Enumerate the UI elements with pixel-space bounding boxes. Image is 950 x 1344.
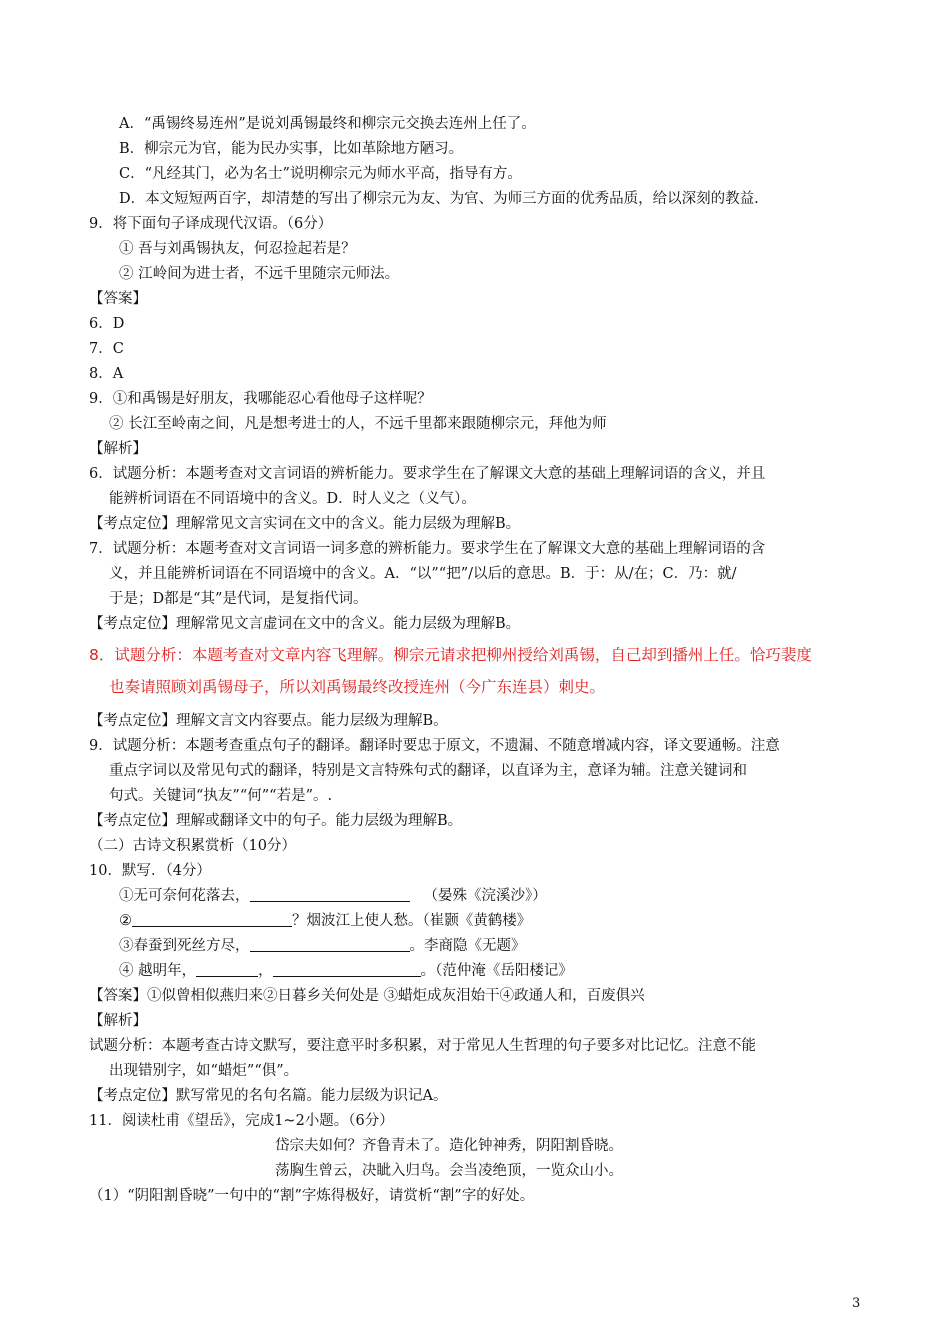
kaodian-9: 【考点定位】理解或翻译文中的句子。能力层级为理解B。 <box>89 813 463 829</box>
q10-line-1 <box>119 886 547 906</box>
q10-line-4 <box>119 961 573 981</box>
answer-label: 【答案】 <box>89 291 147 307</box>
q10-line-1-pre: ①无可奈何花落去， <box>119 888 250 904</box>
q10-analysis-line-1: 试题分析：本题考查古诗文默写，要注意平时多积累，对于常见人生哲理的句子要多对比记忆。注意不能 <box>89 1038 756 1054</box>
poem-line-2: 荡胸生曾云，决眦入归鸟。会当凌绝顶，一览众山小。 <box>275 1163 623 1179</box>
q10-line-2 <box>119 911 531 931</box>
q10-line-2-pre: ② <box>119 913 132 929</box>
q10-answer: 【答案】①似曾相似燕归来②日暮乡关何处是 ③蜡炬成灰泪始干④政通人和，百废俱兴 <box>89 988 645 1004</box>
kaodian-6: 【考点定位】理解常见文言实词在文中的含义。能力层级为理解B。 <box>89 516 521 532</box>
kaodian-7: 【考点定位】理解常见文言虚词在文中的含义。能力层级为理解B。 <box>89 616 521 632</box>
q11-stem: 11．阅读杜甫《望岳》，完成1~2小题。（6分） <box>89 1113 394 1129</box>
fill-blank-3[interactable] <box>250 936 410 952</box>
answer-9-1: 9．①和禹锡是好朋友，我哪能忍心看他母子这样呢？ <box>89 391 432 407</box>
poem-line-1: 岱宗夫如何？齐鲁青未了。造化钟神秀，阴阳割昏晓。 <box>275 1138 623 1154</box>
answer-6: 6．D <box>89 316 125 332</box>
q10-line-4-post: 。（范仲淹《岳阳楼记》 <box>420 963 573 979</box>
q10-line-3-pre: ③春蚕到死丝方尽， <box>119 938 250 954</box>
analysis-8-line-1: 8．试题分析：本题考查对文章内容飞理解。柳宗元请求把柳州授给刘禹锡，自己却到播州上任。恰巧裴度 <box>89 646 812 664</box>
analysis-9-line-1: 9．试题分析：本题考查重点句子的翻译。翻译时要忠于原文，不遗漏、不随意增减内容，译文要通畅。注意 <box>89 738 780 754</box>
kaodian-8: 【考点定位】理解文言文内容要点。能力层级为理解B。 <box>89 713 448 729</box>
analysis-7-line-3: 于是；D都是“其”是代词，是复指代词。 <box>109 591 368 607</box>
option-a: A．“禹锡终易连州”是说刘禹锡最终和柳宗元交换去连州上任了。 <box>119 116 536 132</box>
q10-line-3 <box>119 936 526 956</box>
option-d: D．本文短短两百字，却清楚的写出了柳宗元为友、为官、为师三方面的优秀品质，给以深刻的教益. <box>119 191 759 207</box>
q10-analysis-line-2: 出现错别字，如“蜡炬”“俱”。 <box>109 1063 299 1079</box>
q10-kaodian: 【考点定位】默写常见的名句名篇。能力层级为识记A。 <box>89 1088 448 1104</box>
q10-line-4-pre: ④ 越明年， <box>119 963 197 979</box>
analysis-6-line-1: 6．试题分析：本题考查对文言词语的辨析能力。要求学生在了解课文大意的基础上理解词语的含义，并且 <box>89 466 766 482</box>
analysis-6-line-2: 能辨析词语在不同语境中的含义。D．时人义之（义气）。 <box>109 491 476 507</box>
q10-stem: 10．默写．（4分） <box>89 863 211 879</box>
q11-sub-1: （1）“阴阳割昏晓”一句中的“割”字炼得极好，请赏析“割”字的好处。 <box>89 1188 535 1204</box>
analysis-9-line-3: 句式。关键词“执友”“何”“若是”。. <box>109 788 333 804</box>
option-b: B．柳宗元为官，能为民办实事，比如革除地方陋习。 <box>119 141 464 157</box>
page-number: 3 <box>852 1296 861 1311</box>
answer-8: 8．A <box>89 366 124 382</box>
option-c: C．“凡经其门，必为名士”说明柳宗元为师水平高，指导有方。 <box>119 166 522 182</box>
q9-sentence-2: ② 江岭间为进士者，不远千里随宗元师法。 <box>119 266 400 282</box>
q10-line-1-post: （晏殊《浣溪沙》） <box>423 888 547 904</box>
fill-blank-1[interactable] <box>250 886 410 902</box>
answer-7: 7．C <box>89 341 124 357</box>
fill-blank-4b[interactable] <box>273 961 421 977</box>
answer-9-2: ② 长江至岭南之间，凡是想考进士的人，不远千里都来跟随柳宗元，拜他为师 <box>109 416 607 432</box>
analysis-7-line-2: 义，并且能辨析词语在不同语境中的含义。A．“以”“把”/以后的意思。B．于：从/在；C．乃：就/ <box>109 566 737 582</box>
q9-sentence-1: ① 吾与刘禹锡执友，何忍捡起若是？ <box>119 241 356 257</box>
fill-blank-4a[interactable] <box>196 961 258 977</box>
q10-line-2-post: ？烟波江上使人愁。（崔颢《黄鹤楼》 <box>292 913 532 929</box>
analysis-9-line-2: 重点字词以及常见句式的翻译，特别是文言特殊句式的翻译，以直译为主，意译为辅。注意关键词和 <box>109 763 747 779</box>
q9-stem: 9．将下面句子译成现代汉语。（6分） <box>89 216 333 232</box>
q10-line-4-mid: ， <box>258 963 273 979</box>
q10-line-3-post: 。李商隐《无题》 <box>409 938 526 954</box>
analysis-8-line-2: 也奏请照顾刘禹锡母子，所以刘禹锡最终改授连州（今广东连县）刺史。 <box>109 678 606 696</box>
fill-blank-2[interactable] <box>132 911 292 927</box>
analysis-7-line-1: 7．试题分析：本题考查对文言词语一词多意的辨析能力。要求学生在了解课文大意的基础上理解词语的含 <box>89 541 766 557</box>
analysis-label: 【解析】 <box>89 441 147 457</box>
q10-analysis-label: 【解析】 <box>89 1013 147 1029</box>
section-2-heading: （二）古诗文积累赏析（10分） <box>89 838 296 854</box>
